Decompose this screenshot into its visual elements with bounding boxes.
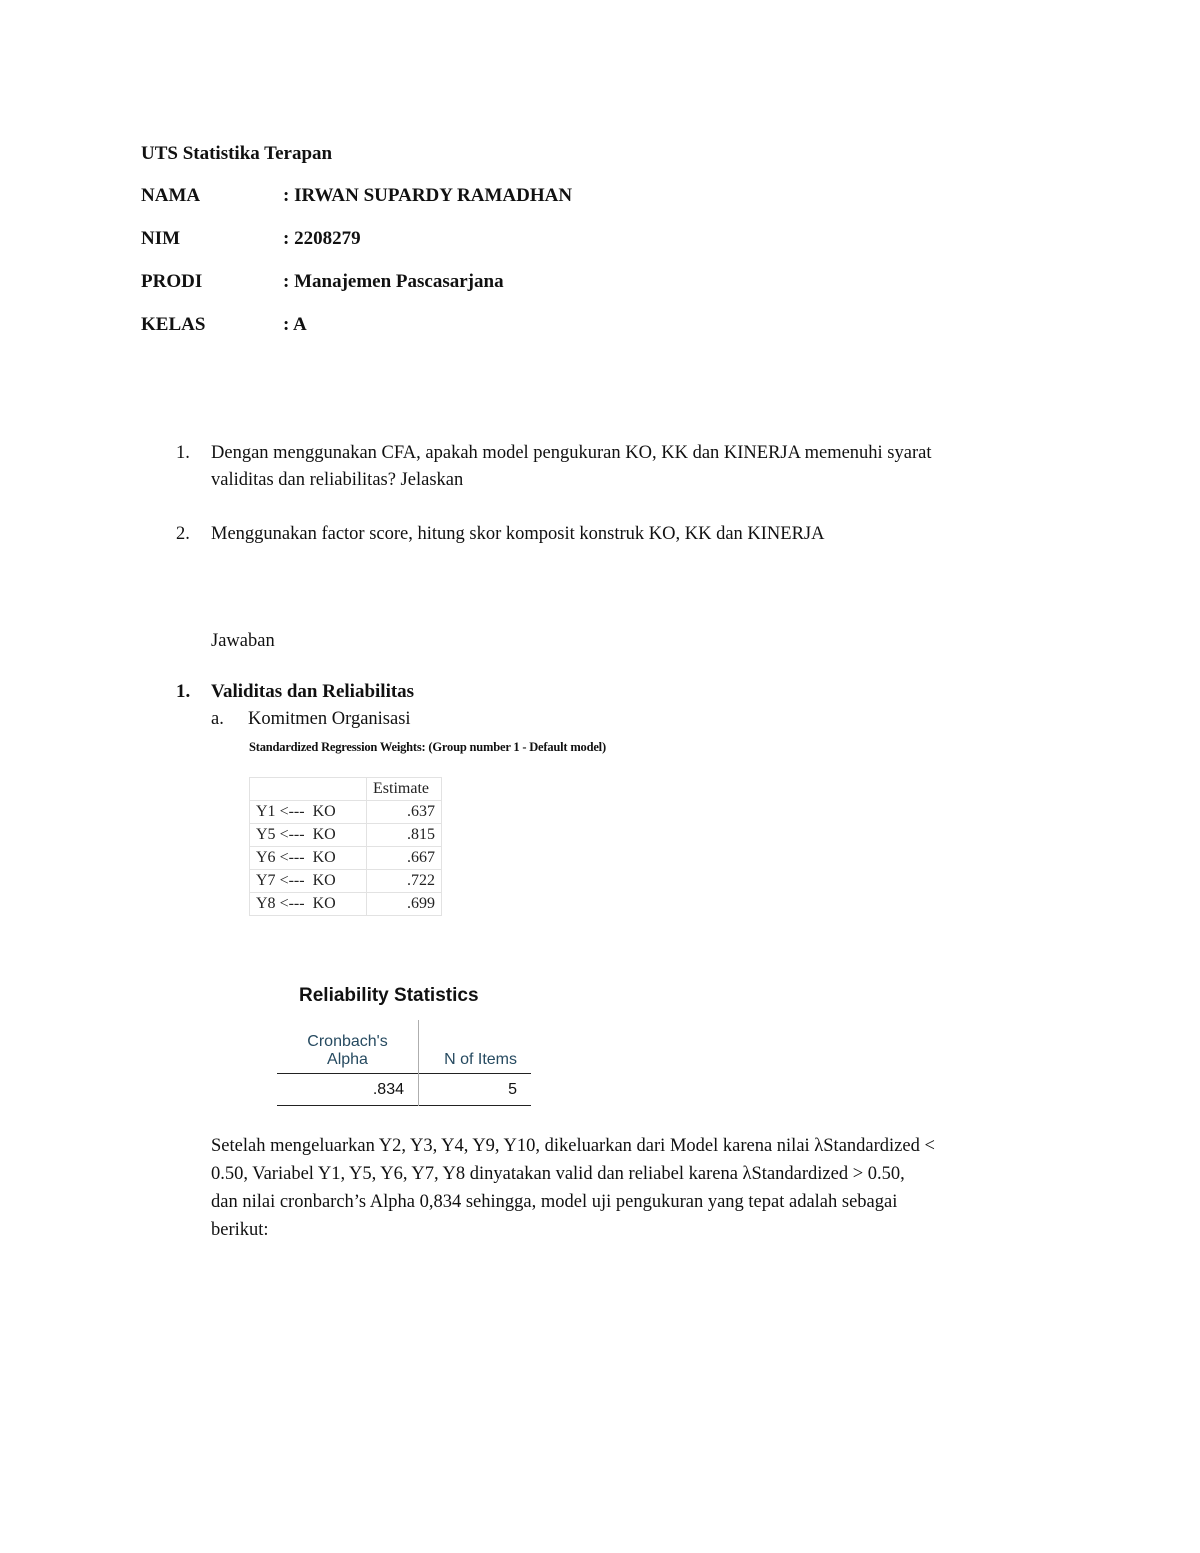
table-row bbox=[250, 801, 442, 824]
conclusion-line: dan nilai cronbarch’s Alpha 0,834 sehingga, model uji pengukuran yang tepat adalah sebagai bbox=[211, 1192, 898, 1212]
table-row bbox=[250, 893, 442, 916]
field-label-prodi: PRODI bbox=[141, 271, 203, 292]
table-header-row bbox=[250, 778, 442, 801]
question-number: 2. bbox=[176, 524, 190, 544]
conclusion-line: Setelah mengeluarkan Y2, Y3, Y4, Y9, Y10, dikeluarkan dari Model karena nilai λStandardized < bbox=[211, 1136, 935, 1156]
table-cell-path: Y8 <--- KO bbox=[250, 893, 367, 916]
field-value-kelas: : A bbox=[283, 314, 307, 335]
question-text: Menggunakan factor score, hitung skor komposit konstruk KO, KK dan KINERJA bbox=[211, 524, 825, 544]
subsection-letter: a. bbox=[211, 709, 224, 729]
question-line: validitas dan reliabilitas? Jelaskan bbox=[211, 470, 464, 490]
table-row bbox=[250, 824, 442, 847]
field-value-nama: : IRWAN SUPARDY RAMADHAN bbox=[283, 185, 573, 206]
table-header-n-items: N of Items bbox=[444, 1051, 517, 1068]
table-cell-estimate: .722 bbox=[367, 870, 442, 893]
table-cell-blank bbox=[250, 778, 367, 801]
conclusion-line: 0.50, Variabel Y1, Y5, Y6, Y7, Y8 dinyatakan valid dan reliabel karena λStandardized > 0.50, bbox=[211, 1164, 905, 1184]
table-header-estimate: Estimate bbox=[367, 778, 442, 801]
section-number: 1. bbox=[176, 681, 191, 702]
table-cell-estimate: .815 bbox=[367, 824, 442, 847]
table-cell-path: Y1 <--- KO bbox=[250, 801, 367, 824]
field-value-prodi: : Manajemen Pascasarjana bbox=[283, 271, 504, 292]
table-cell-estimate: .699 bbox=[367, 893, 442, 916]
question-number: 1. bbox=[176, 443, 190, 463]
field-label-kelas: KELAS bbox=[141, 314, 206, 335]
table-cell-estimate: .637 bbox=[367, 801, 442, 824]
document-title: UTS Statistika Terapan bbox=[141, 143, 333, 164]
reliability-table bbox=[277, 1020, 531, 1106]
subsection-title: Komitmen Organisasi bbox=[248, 709, 411, 729]
regression-weights-table bbox=[249, 777, 442, 916]
table-row bbox=[250, 870, 442, 893]
table-cell-path: Y7 <--- KO bbox=[250, 870, 367, 893]
field-value-nim: : 2208279 bbox=[283, 228, 361, 249]
conclusion-paragraph bbox=[211, 1132, 1091, 1244]
table-cell-estimate: .667 bbox=[367, 847, 442, 870]
question-text bbox=[211, 440, 1061, 494]
table-row bbox=[277, 1074, 531, 1106]
table-row bbox=[250, 847, 442, 870]
field-label-nama: NAMA bbox=[141, 185, 201, 206]
conclusion-line: berikut: bbox=[211, 1220, 269, 1240]
table-cell-n-items: 5 bbox=[508, 1080, 517, 1098]
table-header-cronbach: Cronbach's Alpha bbox=[277, 1020, 419, 1074]
answer-label: Jawaban bbox=[211, 631, 275, 651]
table-cell-path: Y5 <--- KO bbox=[250, 824, 367, 847]
section-title: Validitas dan Reliabilitas bbox=[211, 681, 415, 702]
reliability-title: Reliability Statistics bbox=[299, 985, 479, 1006]
question-line: Dengan menggunakan CFA, apakah model pengukuran KO, KK dan KINERJA memenuhi syarat bbox=[211, 443, 932, 463]
field-label-nim: NIM bbox=[141, 228, 181, 249]
table-cell-alpha: .834 bbox=[277, 1074, 419, 1106]
table-cell-path: Y6 <--- KO bbox=[250, 847, 367, 870]
amos-table-title: Standardized Regression Weights: (Group number 1 - Default model) bbox=[249, 740, 606, 754]
table-header-row bbox=[277, 1020, 531, 1074]
